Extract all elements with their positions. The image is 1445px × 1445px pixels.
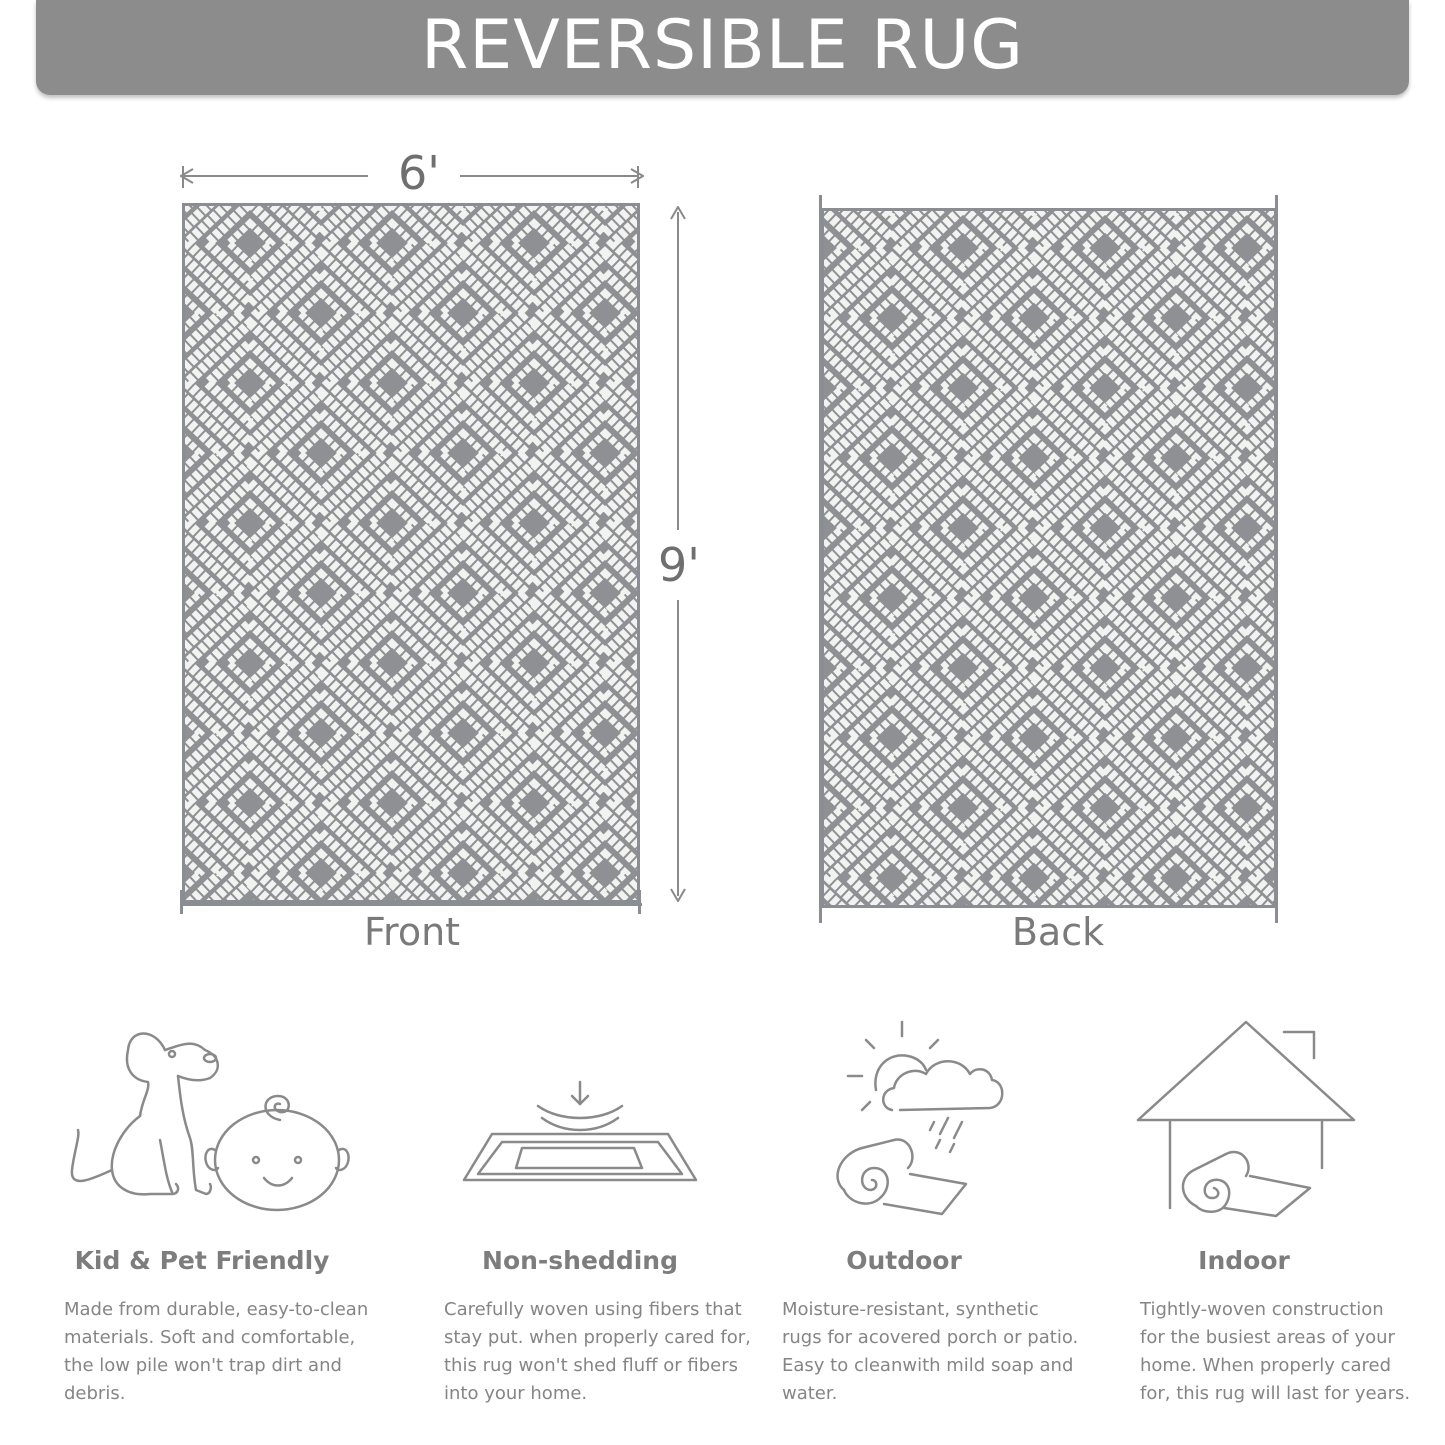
feature-title-kid-pet: Kid & Pet Friendly [74,1246,330,1275]
feature-desc-line: Easy to cleanwith mild soap and [782,1355,1074,1376]
rug-front-image [182,203,640,903]
feature-desc-line: stay put. when properly cared for, [444,1327,751,1348]
feature-desc-line: Tightly-woven construction [1140,1299,1384,1320]
feature-title-outdoor: Outdoor [846,1246,962,1275]
feature-desc-line: rugs for acovered porch or patio. [782,1327,1079,1348]
width-dimension-line-right [460,175,638,177]
front-post-right [638,890,641,914]
feature-desc-line: materials. Soft and comfortable, [64,1327,356,1348]
length-dimension-line-top [677,212,679,530]
length-dimension-line-bottom [677,600,679,896]
front-bottom-edge [180,903,642,906]
page-title: REVERSIBLE RUG [421,6,1024,85]
feature-desc-line: this rug won't shed fluff or fibers [444,1355,739,1376]
feature-desc-line: Made from durable, easy-to-clean [64,1299,369,1320]
length-arrow-up-icon [670,206,686,220]
feature-desc-line: for the busiest areas of your [1140,1327,1395,1348]
back-label: Back [1011,910,1105,954]
title-banner [36,0,1409,95]
feature-desc-line: into your home. [444,1383,588,1404]
feature-desc-line: debris. [64,1383,126,1404]
length-arrow-down-icon [670,888,686,902]
length-label: 9' [658,538,700,592]
width-label: 6' [398,146,440,200]
feature-desc-indoor [1140,1296,1440,1408]
feature-desc-line: water. [782,1383,838,1404]
rug-back-image [821,208,1277,908]
width-tick-right [637,166,639,188]
feature-title-indoor: Indoor [1198,1246,1290,1275]
feature-desc-kid-pet [64,1296,384,1408]
feature-desc-line: the low pile won't trap dirt and [64,1355,342,1376]
pet-and-baby-icon [60,1020,350,1220]
feature-desc-non-shedding [444,1296,764,1408]
feature-desc-line: for, this rug will last for years. [1140,1383,1411,1404]
feature-desc-outdoor [782,1296,1102,1408]
feature-desc-line: Carefully woven using fibers that [444,1299,742,1320]
weather-rolled-rug-icon [830,1018,1020,1218]
front-post-left [180,890,183,914]
flat-rug-icon [460,1078,700,1188]
house-rolled-rug-icon [1134,1018,1358,1218]
feature-title-non-shedding: Non-shedding [482,1246,678,1275]
feature-desc-line: Moisture-resistant, synthetic [782,1299,1039,1320]
front-label: Front [363,910,461,954]
width-dimension-line-left [184,175,368,177]
feature-desc-line: home. When properly cared [1140,1355,1392,1376]
width-tick-left [182,166,184,188]
